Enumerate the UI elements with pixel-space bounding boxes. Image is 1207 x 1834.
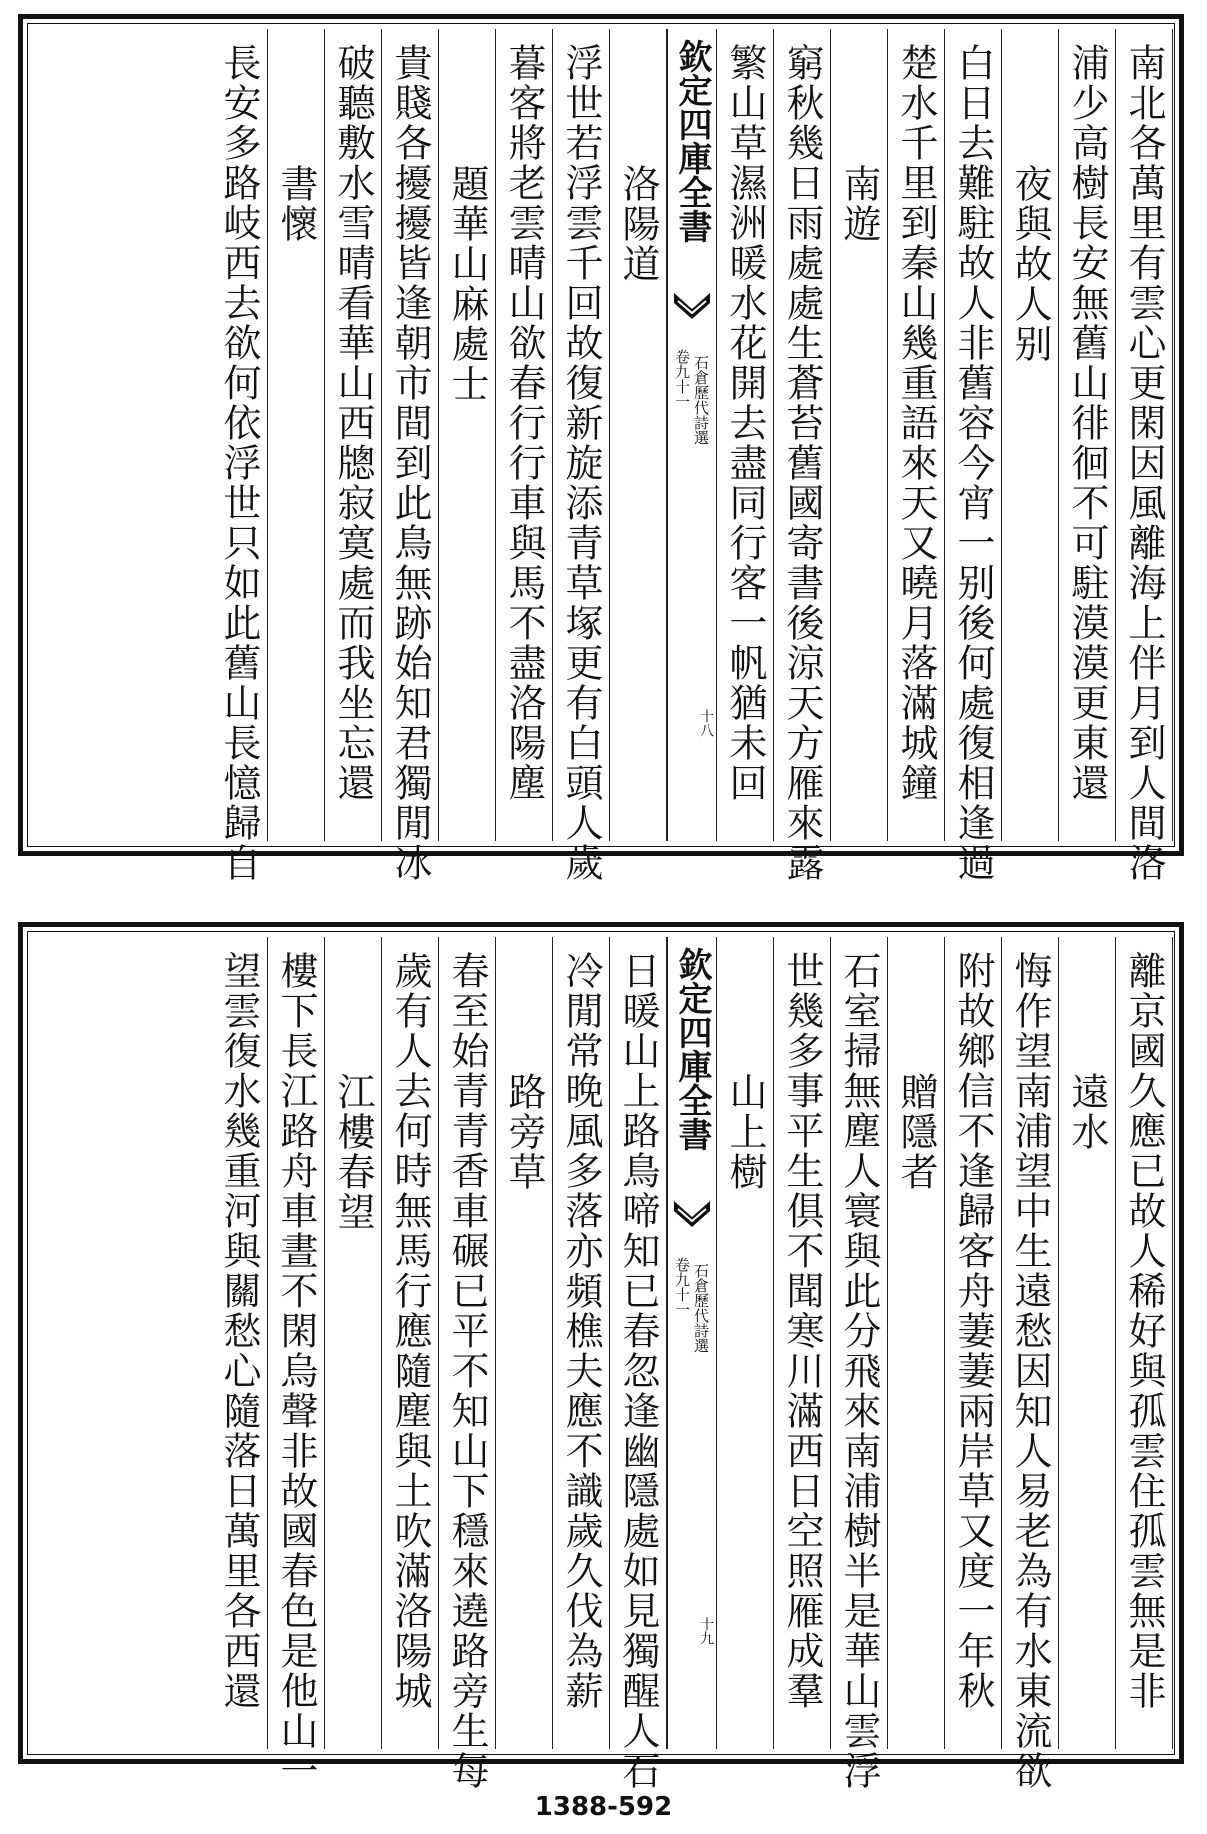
poem-title-column	[325, 937, 382, 1749]
poem-text-column	[325, 29, 382, 841]
poem-line: 窮秋幾日雨處處生蒼苔舊國寄書後涼天方雁來露	[780, 43, 824, 883]
book-header-column	[667, 937, 717, 1749]
poem-line: 南北各萬里有雲心更閑因風離海上伴月到人間洛	[1122, 43, 1166, 883]
page-top	[18, 14, 1184, 883]
poem-text-column	[439, 937, 496, 1791]
poem-title-column	[496, 937, 553, 1749]
poem-title: 南遊	[837, 164, 881, 244]
poem-text-column	[774, 937, 831, 1749]
poem-text-column	[1059, 29, 1116, 841]
poem-text-column	[717, 29, 774, 841]
poem-line: 繁山草濕洲暖水花開去盡同行客一帆猶未回	[723, 43, 767, 803]
poem-line: 白日去難駐故人非舊容今宵一别後何處復相逢過	[951, 43, 995, 883]
poem-title: 江樓春望	[331, 1072, 375, 1232]
poem-line: 日暖山上路鳥啼知已春忽逢幽隱處如見獨醒人石	[616, 951, 660, 1791]
fish-tail-mark-icon	[672, 1199, 712, 1239]
poem-title: 遠水	[1065, 1072, 1109, 1152]
book-title: 欽定四庫全書	[672, 39, 712, 243]
anthology-name: 石倉歷代詩選	[692, 1263, 710, 1353]
poem-text-column	[382, 937, 439, 1749]
poem-line: 悔作望南浦望中生遠愁因知人易老為有水東流欲	[1008, 951, 1052, 1791]
poem-title-column	[1059, 937, 1116, 1749]
poem-line: 貴賤各擾擾皆逢朝市間到此鳥無跡始知君獨閒冰	[388, 43, 432, 883]
folio-number: 十九	[698, 1617, 714, 1645]
poem-text-column	[496, 29, 553, 841]
poem-line: 世幾多事平生俱不聞寒川滿西日空照雁成羣	[780, 951, 824, 1711]
page-bottom	[18, 922, 1184, 1791]
book-header-column	[667, 29, 717, 841]
poem-text-column	[553, 29, 610, 883]
poem-line: 樓下長江路舟車晝不閑烏聲非故國春色是他山一	[274, 951, 318, 1791]
poem-title-column	[888, 937, 945, 1749]
poem-text-column	[268, 937, 325, 1791]
poem-title: 書懷	[274, 164, 318, 244]
poem-title-column	[610, 29, 667, 841]
poem-title-column	[717, 937, 774, 1749]
poem-title: 洛陽道	[616, 164, 660, 284]
poem-line: 破聽敷水雪晴看華山西牕寂寞處而我坐忘還	[331, 43, 375, 803]
volume-number: 卷九十一	[673, 1257, 691, 1317]
poem-text-column	[945, 937, 1002, 1749]
poem-text-column	[1116, 29, 1173, 883]
poem-text-column	[945, 29, 1002, 883]
poem-text-column	[1002, 937, 1059, 1791]
folio-number: 十八	[698, 709, 714, 737]
poem-text-column	[382, 29, 439, 883]
poem-line: 暮客將老雲晴山欲春行行車與馬不盡洛陽塵	[502, 43, 546, 803]
poem-text-column	[888, 29, 945, 841]
book-title: 欽定四庫全書	[672, 947, 712, 1151]
poem-title: 山上樹	[723, 1072, 767, 1192]
poem-line: 浦少高樹長安無舊山徘徊不可駐漠漠更東還	[1065, 43, 1109, 803]
poem-line: 春至始青青香車碾已平不知山下穩來遶路旁生每	[445, 951, 489, 1791]
poem-title-column	[268, 29, 325, 841]
poem-title: 贈隱者	[894, 1072, 938, 1192]
poem-title: 夜與故人别	[1008, 164, 1052, 364]
poem-title: 題華山麻處士	[445, 164, 489, 404]
poem-line: 浮世若浮雲千回故復新旋添青草塚更有白頭人歲	[559, 43, 603, 883]
poem-title: 路旁草	[502, 1072, 546, 1192]
poem-text-column	[831, 937, 888, 1791]
poem-line: 離京國久應已故人稀好與孤雲住孤雲無是非	[1122, 951, 1166, 1711]
poem-line: 歲有人去何時無馬行應隨塵與土吹滿洛陽城	[388, 951, 432, 1711]
poem-title-column	[831, 29, 888, 841]
poem-text-column	[774, 29, 831, 883]
poem-title-column	[1002, 29, 1059, 841]
poem-line: 長安多路岐西去欲何依浮世只如此舊山長憶歸自	[217, 43, 261, 883]
poem-line: 望雲復水幾重河與關愁心隨落日萬里各西還	[217, 951, 261, 1711]
poem-line: 冷閒常晚風多落亦頻樵夫應不識歲久伐為薪	[559, 951, 603, 1711]
poem-line: 石室掃無塵人寰與此分飛來南浦樹半是華山雲浮	[837, 951, 881, 1791]
fish-tail-mark-icon	[672, 291, 712, 331]
poem-text-column	[211, 937, 268, 1749]
volume-number: 卷九十一	[673, 349, 691, 409]
poem-line: 楚水千里到秦山幾重語來天又曉月落滿城鐘	[894, 43, 938, 803]
page-footer-number: 1388-592	[534, 1792, 673, 1822]
poem-text-column	[211, 29, 268, 883]
poem-text-column	[1116, 937, 1173, 1749]
anthology-name: 石倉歷代詩選	[692, 355, 710, 445]
poem-text-column	[610, 937, 667, 1791]
poem-text-column	[553, 937, 610, 1749]
poem-line: 附故鄉信不逢歸客舟萋萋兩岸草又度一年秋	[951, 951, 995, 1711]
poem-title-column	[439, 29, 496, 841]
